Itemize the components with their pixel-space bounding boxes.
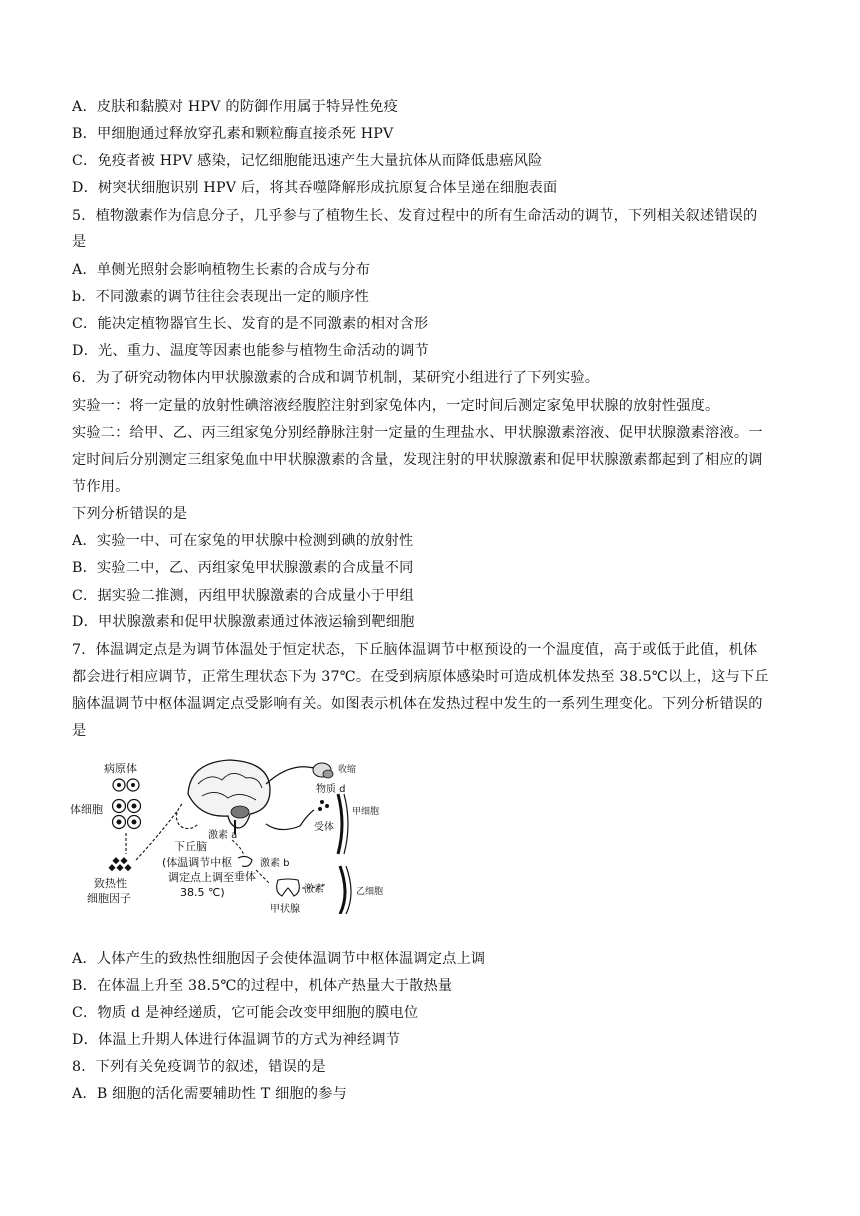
dashed-arrow-a [232,840,244,856]
synapse-icon [318,800,329,811]
experiment-1: 实验一：将一定量的放射性碘溶液经腹腔注射到家兔体内，一定时间后测定家兔甲状腺的放射性强度。 [72,398,720,414]
contract-label: 收缩 [338,765,357,775]
question-7-line2: 都会进行相应调节，正常生理状态下为 37℃。在受到病原体感染时可造成机体发热至 38.5℃以上，这与下丘 [72,669,769,685]
brain-icon [188,760,270,834]
pyrogen-icon [108,857,131,871]
pathogen-label: 病原体 [104,762,137,775]
cell-jia-membrane-inner [344,794,348,854]
body-cell-label: 体细胞 [70,803,103,816]
option-6d: D．甲状腺激素和促甲状腺激素通过体液运输到靶细胞 [72,614,415,630]
nerve-fiber-2 [266,810,314,830]
option-5c: C．能决定植物器官生长、发育的是不同激素的相对含形 [72,316,429,332]
question-5-line1: 5．植物激素作为信息分子，几乎参与了植物生长、发育过程中的所有生命活动的调节，下列相关叙述错误的 [72,208,758,224]
hormone-c-label: 激素 [304,884,324,895]
experiment-2-line2: 定时间后分别测定三组家兔血中甲状腺激素的含量，发现注射的甲状腺激素和促甲状腺激素都起到了相应的调 [72,452,763,468]
hypothalamus-label: 下丘脑 [174,840,207,853]
dashed-arrow-b [256,870,270,884]
pathogen-icon [113,779,139,791]
question-7-line3: 脑体温调节中枢体温调定点受影响有关。如图表示机体在发热过程中发生的一系列生理变化。下列分析错误的 [72,696,763,712]
hypothalamus-outline [176,804,198,829]
question-5-line2: 是 [72,234,87,250]
thyroid-icon [277,879,300,896]
hormone-b-label: 激素 b [260,858,290,869]
nerve-fiber-1 [266,767,314,784]
option-5a: A．单侧光照射会影响植物生长素的合成与分布 [72,262,371,278]
option-7c: C．物质 d 是神经递质，它可能会改变甲细胞的膜电位 [72,1005,419,1021]
thyroid-label: 甲状腺 [270,904,300,914]
option-6c: C．据实验二推测，丙组甲状腺激素的合成量小于甲组 [72,588,414,604]
question-7-line4: 是 [72,723,87,739]
cell-yi-membrane [340,866,345,914]
experiment-2-line1: 实验二：给甲、乙、丙三组家兔分别经静脉注射一定量的生理盐水、甲状腺激素溶液、促甲状腺激素溶液。一 [72,425,763,441]
cell-yi-membrane-inner [346,866,351,914]
substance-d-label: 物质 d [316,784,346,795]
option-6b: B．实验二中，乙、丙组家兔甲状腺激素的合成量不同 [72,560,414,576]
setpoint-label-3: 38.5 ℃) [180,886,225,899]
option-4c: C．免疫者被 HPV 感染，记忆细胞能迅速产生大量抗体从而降低患癌风险 [72,153,543,169]
pituitary-label: 垂体 [234,870,256,883]
pituitary-icon [238,856,252,866]
option-5d: D．光、重力、温度等因素也能参与植物生命活动的调节 [72,343,429,359]
question-8-stem: 8．下列有关免疫调节的叙述，错误的是 [72,1059,326,1075]
option-6a: A．实验一中、可在家兔的甲状腺中检测到碘的放射性 [72,533,414,549]
pyrogen-label-2: 细胞因子 [87,892,131,905]
question-6-prompt: 下列分析错误的是 [72,506,188,522]
muscle-icon [313,763,333,778]
question-6-stem: 6．为了研究动物体内甲状腺激素的合成和调节机制，某研究小组进行了下列实验。 [72,370,600,386]
option-8a: A．B 细胞的活化需要辅助性 T 细胞的参与 [72,1086,348,1102]
option-4b: B．甲细胞通过释放穿孔素和颗粒酶直接杀死 HPV [72,126,394,142]
hormone-a-label: 激素 a [208,830,238,841]
option-7a: A．人体产生的致热性细胞因子会使体温调节中枢体温调定点上调 [72,951,486,967]
option-5b: b．不同激素的调节往往会表现出一定的顺序性 [72,289,370,305]
option-7b: B．在体温上升至 38.5℃的过程中，机体产热量大于散热量 [72,978,453,994]
fever-regulation-diagram [70,754,400,914]
pyrogen-label-1: 致热性 [94,877,127,890]
body-cell-icon [113,800,141,829]
cell-jia-membrane [338,794,342,854]
option-4d: D．树突状细胞识别 HPV 后，将其吞噬降解形成抗原复合体呈递在细胞表面 [72,180,558,196]
setpoint-label-2: 调定点上调至 [168,871,234,884]
setpoint-label-1: (体温调节中枢 [162,856,233,869]
option-4a: A．皮肤和黏膜对 HPV 的防御作用属于特异性免疫 [72,99,398,115]
cell-yi-label: 乙细胞 [356,887,384,897]
receptor-label: 受体 [314,822,334,833]
dashed-arrow-to-hypothalamus [136,810,178,860]
experiment-2-line3: 节作用。 [72,479,130,495]
cell-jia-label: 甲细胞 [352,807,380,817]
question-7-line1: 7．体温调定点是为调节体温处于恒定状态，下丘脑体温调节中枢预设的一个温度值，高于或低于此值，机体 [72,642,758,658]
option-7d: D．体温上升期人体进行体温调节的方式为神经调节 [72,1032,401,1048]
